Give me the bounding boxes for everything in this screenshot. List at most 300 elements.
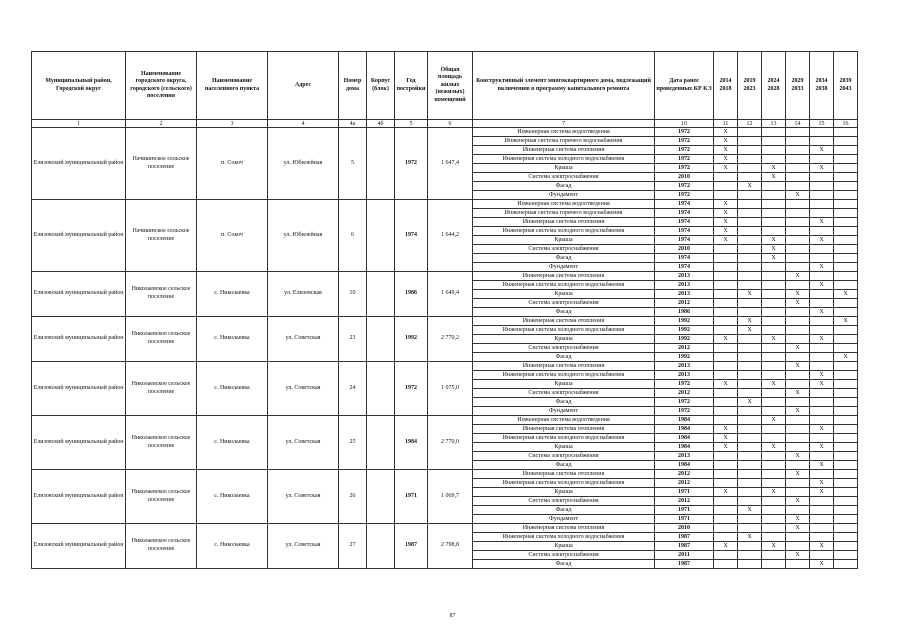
header-cell: 2014 2018 bbox=[714, 52, 738, 120]
address-cell: ул. Советская bbox=[268, 470, 339, 524]
year-built-cell: 1984 bbox=[395, 416, 428, 470]
period-mark-cell: X bbox=[714, 209, 738, 218]
repair-date-cell: 1984 bbox=[655, 461, 714, 470]
table-row bbox=[32, 200, 858, 209]
settlement-cell: Начикинское сельское поселение bbox=[126, 200, 197, 272]
period-mark-cell bbox=[786, 128, 810, 137]
period-mark-cell bbox=[834, 173, 858, 182]
locality-cell: с. Николаевка bbox=[197, 317, 268, 362]
repair-date-cell: 2012 bbox=[655, 389, 714, 398]
table-body bbox=[32, 128, 858, 569]
element-name-cell: Фасад bbox=[473, 353, 655, 362]
repair-date-cell: 2013 bbox=[655, 452, 714, 461]
element-name-cell: Фундамент bbox=[473, 191, 655, 200]
element-name-cell: Фундамент bbox=[473, 407, 655, 416]
locality-cell: с. Николаевка bbox=[197, 470, 268, 524]
period-mark-cell bbox=[810, 254, 834, 263]
period-mark-cell bbox=[714, 254, 738, 263]
period-mark-cell bbox=[714, 245, 738, 254]
element-name-cell: Крыша bbox=[473, 443, 655, 452]
repair-date-cell: 1992 bbox=[655, 335, 714, 344]
header-cell: Наименование населенного пункта bbox=[197, 52, 268, 120]
period-mark-cell bbox=[762, 209, 786, 218]
element-name-cell: Фасад bbox=[473, 182, 655, 191]
corpus-cell bbox=[367, 362, 395, 416]
period-mark-cell bbox=[714, 290, 738, 299]
period-mark-cell bbox=[738, 497, 762, 506]
year-built-cell: 1992 bbox=[395, 317, 428, 362]
period-mark-cell: X bbox=[762, 164, 786, 173]
header-cell: Общая площадь жилых (нежилых) помещений bbox=[428, 52, 473, 120]
element-name-cell: Инженерная система холодного водоснабжения bbox=[473, 155, 655, 164]
period-mark-cell bbox=[810, 497, 834, 506]
period-mark-cell bbox=[762, 299, 786, 308]
repair-date-cell: 2013 bbox=[655, 362, 714, 371]
column-number: 14 bbox=[786, 120, 810, 128]
period-mark-cell bbox=[738, 218, 762, 227]
period-mark-cell bbox=[834, 497, 858, 506]
period-mark-cell bbox=[810, 398, 834, 407]
period-mark-cell bbox=[714, 416, 738, 425]
header-cell: 2019 2023 bbox=[738, 52, 762, 120]
period-mark-cell bbox=[810, 326, 834, 335]
period-mark-cell bbox=[810, 272, 834, 281]
period-mark-cell bbox=[810, 416, 834, 425]
settlement-cell: Николаевское сельское поселение bbox=[126, 317, 197, 362]
period-mark-cell bbox=[810, 533, 834, 542]
area-cell: 1 649,4 bbox=[428, 272, 473, 317]
period-mark-cell bbox=[810, 344, 834, 353]
element-name-cell: Фасад bbox=[473, 254, 655, 263]
year-built-cell: 1972 bbox=[395, 362, 428, 416]
period-mark-cell bbox=[762, 308, 786, 317]
period-mark-cell bbox=[834, 218, 858, 227]
period-mark-cell bbox=[714, 461, 738, 470]
repair-date-cell: 1972 bbox=[655, 182, 714, 191]
corpus-cell bbox=[367, 470, 395, 524]
period-mark-cell: X bbox=[762, 542, 786, 551]
period-mark-cell: X bbox=[810, 146, 834, 155]
period-mark-cell bbox=[810, 515, 834, 524]
period-mark-cell bbox=[714, 299, 738, 308]
period-mark-cell bbox=[738, 128, 762, 137]
period-mark-cell: X bbox=[762, 173, 786, 182]
period-mark-cell bbox=[738, 524, 762, 533]
repair-date-cell: 1986 bbox=[655, 308, 714, 317]
column-number: 11 bbox=[714, 120, 738, 128]
period-mark-cell bbox=[714, 551, 738, 560]
element-name-cell: Крыша bbox=[473, 488, 655, 497]
period-mark-cell bbox=[738, 470, 762, 479]
address-cell: ул. Советская bbox=[268, 416, 339, 470]
period-mark-cell bbox=[714, 479, 738, 488]
period-mark-cell bbox=[786, 146, 810, 155]
element-name-cell: Инженерная система холодного водоснабжения bbox=[473, 479, 655, 488]
column-number: 7 bbox=[473, 120, 655, 128]
period-mark-cell bbox=[738, 407, 762, 416]
period-mark-cell bbox=[738, 236, 762, 245]
period-mark-cell bbox=[714, 191, 738, 200]
locality-cell: п. Сокоч bbox=[197, 200, 268, 272]
period-mark-cell bbox=[786, 281, 810, 290]
period-mark-cell bbox=[762, 497, 786, 506]
period-mark-cell bbox=[786, 137, 810, 146]
element-name-cell: Инженерная система отопления bbox=[473, 317, 655, 326]
year-built-cell: 1987 bbox=[395, 524, 428, 569]
period-mark-cell bbox=[834, 488, 858, 497]
period-mark-cell bbox=[786, 254, 810, 263]
period-mark-cell bbox=[786, 326, 810, 335]
repair-date-cell: 1992 bbox=[655, 317, 714, 326]
period-mark-cell bbox=[834, 362, 858, 371]
period-mark-cell: X bbox=[810, 380, 834, 389]
period-mark-cell bbox=[714, 272, 738, 281]
period-mark-cell: X bbox=[714, 434, 738, 443]
header-cell: Наименование городского округа, городского (сельского) поселения bbox=[126, 52, 197, 120]
header-cell: 2039 2043 bbox=[834, 52, 858, 120]
district-cell: Елизовский муниципальный район bbox=[32, 524, 126, 569]
period-mark-cell bbox=[738, 416, 762, 425]
settlement-cell: Николаевское сельское поселение bbox=[126, 416, 197, 470]
period-mark-cell bbox=[834, 380, 858, 389]
corpus-cell bbox=[367, 416, 395, 470]
period-mark-cell: X bbox=[738, 506, 762, 515]
period-mark-cell: X bbox=[714, 164, 738, 173]
repair-date-cell: 1984 bbox=[655, 434, 714, 443]
repair-date-cell: 1974 bbox=[655, 209, 714, 218]
area-cell: 1 075,0 bbox=[428, 362, 473, 416]
table-row bbox=[32, 362, 858, 371]
period-mark-cell bbox=[762, 263, 786, 272]
settlement-cell: Николаевское сельское поселение bbox=[126, 524, 197, 569]
period-mark-cell bbox=[714, 371, 738, 380]
period-mark-cell: X bbox=[786, 497, 810, 506]
period-mark-cell bbox=[810, 245, 834, 254]
period-mark-cell: X bbox=[738, 398, 762, 407]
period-mark-cell bbox=[834, 452, 858, 461]
period-mark-cell bbox=[810, 506, 834, 515]
repair-date-cell: 1971 bbox=[655, 488, 714, 497]
period-mark-cell bbox=[810, 227, 834, 236]
period-mark-cell: X bbox=[786, 515, 810, 524]
period-mark-cell bbox=[714, 182, 738, 191]
period-mark-cell bbox=[714, 326, 738, 335]
period-mark-cell bbox=[762, 362, 786, 371]
period-mark-cell bbox=[762, 506, 786, 515]
element-name-cell: Инженерная система отопления bbox=[473, 470, 655, 479]
period-mark-cell bbox=[738, 254, 762, 263]
repair-date-cell: 1972 bbox=[655, 146, 714, 155]
element-name-cell: Фасад bbox=[473, 506, 655, 515]
corpus-cell bbox=[367, 272, 395, 317]
period-mark-cell bbox=[834, 560, 858, 569]
period-mark-cell bbox=[738, 335, 762, 344]
period-mark-cell bbox=[810, 389, 834, 398]
year-built-cell: 1974 bbox=[395, 200, 428, 272]
period-mark-cell bbox=[714, 353, 738, 362]
element-name-cell: Инженерная система холодного водоснабжения bbox=[473, 371, 655, 380]
period-mark-cell bbox=[834, 542, 858, 551]
column-number: 1 bbox=[32, 120, 126, 128]
period-mark-cell bbox=[786, 380, 810, 389]
corpus-cell bbox=[367, 128, 395, 200]
period-mark-cell bbox=[714, 308, 738, 317]
period-mark-cell bbox=[786, 371, 810, 380]
column-number: 4 bbox=[268, 120, 339, 128]
period-mark-cell bbox=[762, 344, 786, 353]
period-mark-cell bbox=[714, 452, 738, 461]
period-mark-cell bbox=[786, 443, 810, 452]
repair-date-cell: 2012 bbox=[655, 479, 714, 488]
period-mark-cell bbox=[786, 218, 810, 227]
period-mark-cell bbox=[738, 353, 762, 362]
period-mark-cell bbox=[762, 470, 786, 479]
period-mark-cell bbox=[738, 542, 762, 551]
element-name-cell: Инженерная система холодного водоснабжения bbox=[473, 281, 655, 290]
repair-date-cell: 2010 bbox=[655, 524, 714, 533]
period-mark-cell bbox=[714, 533, 738, 542]
repair-date-cell: 1992 bbox=[655, 326, 714, 335]
period-mark-cell bbox=[810, 209, 834, 218]
period-mark-cell: X bbox=[786, 344, 810, 353]
period-mark-cell bbox=[810, 524, 834, 533]
period-mark-cell bbox=[786, 398, 810, 407]
period-mark-cell: X bbox=[786, 272, 810, 281]
period-mark-cell bbox=[738, 263, 762, 272]
period-mark-cell bbox=[786, 434, 810, 443]
area-cell: 1 647,4 bbox=[428, 128, 473, 200]
period-mark-cell: X bbox=[762, 254, 786, 263]
period-mark-cell bbox=[834, 254, 858, 263]
repair-date-cell: 1984 bbox=[655, 425, 714, 434]
repair-date-cell: 1987 bbox=[655, 542, 714, 551]
element-name-cell: Система электроснабжения bbox=[473, 497, 655, 506]
period-mark-cell bbox=[738, 245, 762, 254]
column-number: 2 bbox=[126, 120, 197, 128]
repair-date-cell: 2013 bbox=[655, 371, 714, 380]
period-mark-cell: X bbox=[714, 128, 738, 137]
period-mark-cell bbox=[810, 407, 834, 416]
period-mark-cell bbox=[714, 524, 738, 533]
period-mark-cell: X bbox=[786, 551, 810, 560]
period-mark-cell bbox=[834, 209, 858, 218]
period-mark-cell bbox=[762, 515, 786, 524]
element-name-cell: Крыша bbox=[473, 380, 655, 389]
element-name-cell: Система электроснабжения bbox=[473, 173, 655, 182]
table-row bbox=[32, 416, 858, 425]
element-name-cell: Инженерная система отопления bbox=[473, 218, 655, 227]
period-mark-cell: X bbox=[738, 317, 762, 326]
period-mark-cell bbox=[786, 479, 810, 488]
house-number-cell: 27 bbox=[339, 524, 367, 569]
district-cell: Елизовский муниципальный район bbox=[32, 128, 126, 200]
period-mark-cell: X bbox=[810, 488, 834, 497]
period-mark-cell bbox=[810, 155, 834, 164]
period-mark-cell: X bbox=[810, 425, 834, 434]
period-mark-cell bbox=[738, 425, 762, 434]
period-mark-cell bbox=[738, 299, 762, 308]
period-mark-cell bbox=[834, 479, 858, 488]
period-mark-cell bbox=[762, 218, 786, 227]
address-cell: ул. Юбилейная bbox=[268, 200, 339, 272]
period-mark-cell bbox=[786, 335, 810, 344]
period-mark-cell: X bbox=[810, 263, 834, 272]
repair-date-cell: 2012 bbox=[655, 344, 714, 353]
period-mark-cell bbox=[762, 290, 786, 299]
period-mark-cell: X bbox=[786, 191, 810, 200]
repair-date-cell: 1974 bbox=[655, 254, 714, 263]
period-mark-cell bbox=[714, 344, 738, 353]
period-mark-cell: X bbox=[714, 200, 738, 209]
period-mark-cell: X bbox=[714, 488, 738, 497]
column-number: 12 bbox=[738, 120, 762, 128]
period-mark-cell bbox=[762, 398, 786, 407]
period-mark-cell bbox=[738, 515, 762, 524]
table-row bbox=[32, 524, 858, 533]
repair-date-cell: 2013 bbox=[655, 290, 714, 299]
element-name-cell: Фундамент bbox=[473, 263, 655, 272]
period-mark-cell bbox=[834, 416, 858, 425]
house-number-cell: 26 bbox=[339, 470, 367, 524]
settlement-cell: Начикинское сельское поселение bbox=[126, 128, 197, 200]
period-mark-cell bbox=[714, 497, 738, 506]
period-mark-cell: X bbox=[810, 236, 834, 245]
repair-date-cell: 1974 bbox=[655, 236, 714, 245]
period-mark-cell bbox=[762, 155, 786, 164]
repair-date-cell: 2013 bbox=[655, 281, 714, 290]
period-mark-cell bbox=[714, 389, 738, 398]
period-mark-cell: X bbox=[834, 317, 858, 326]
period-mark-cell bbox=[834, 200, 858, 209]
period-mark-cell bbox=[834, 533, 858, 542]
period-mark-cell bbox=[834, 227, 858, 236]
period-mark-cell bbox=[786, 227, 810, 236]
period-mark-cell: X bbox=[714, 227, 738, 236]
period-mark-cell bbox=[762, 425, 786, 434]
repair-date-cell: 1972 bbox=[655, 128, 714, 137]
period-mark-cell bbox=[714, 515, 738, 524]
period-mark-cell bbox=[834, 389, 858, 398]
period-mark-cell: X bbox=[810, 542, 834, 551]
element-name-cell: Система электроснабжения bbox=[473, 452, 655, 461]
repair-date-cell: 1971 bbox=[655, 515, 714, 524]
corpus-cell bbox=[367, 524, 395, 569]
period-mark-cell: X bbox=[810, 479, 834, 488]
period-mark-cell: X bbox=[786, 362, 810, 371]
period-mark-cell bbox=[738, 164, 762, 173]
element-name-cell: Фасад bbox=[473, 560, 655, 569]
year-built-cell: 1971 bbox=[395, 470, 428, 524]
period-mark-cell bbox=[738, 371, 762, 380]
period-mark-cell bbox=[714, 506, 738, 515]
house-number-cell: 10 bbox=[339, 272, 367, 317]
period-mark-cell bbox=[786, 317, 810, 326]
period-mark-cell bbox=[714, 263, 738, 272]
header-cell: 2024 2028 bbox=[762, 52, 786, 120]
element-name-cell: Система электроснабжения bbox=[473, 245, 655, 254]
column-number-row bbox=[32, 120, 858, 128]
period-mark-cell: X bbox=[714, 155, 738, 164]
period-mark-cell bbox=[738, 551, 762, 560]
period-mark-cell bbox=[762, 146, 786, 155]
period-mark-cell bbox=[834, 272, 858, 281]
period-mark-cell bbox=[834, 326, 858, 335]
table-row bbox=[32, 128, 858, 137]
period-mark-cell bbox=[834, 398, 858, 407]
element-name-cell: Инженерная система горячего водоснабжения bbox=[473, 137, 655, 146]
column-number: 16 bbox=[834, 120, 858, 128]
period-mark-cell: X bbox=[762, 380, 786, 389]
period-mark-cell bbox=[834, 434, 858, 443]
period-mark-cell bbox=[834, 245, 858, 254]
period-mark-cell bbox=[810, 353, 834, 362]
period-mark-cell bbox=[738, 389, 762, 398]
repair-date-cell: 1987 bbox=[655, 560, 714, 569]
period-mark-cell bbox=[738, 308, 762, 317]
area-cell: 1 644,2 bbox=[428, 200, 473, 272]
year-built-cell: 1972 bbox=[395, 128, 428, 200]
period-mark-cell: X bbox=[810, 560, 834, 569]
element-name-cell: Инженерная система холодного водоснабжения bbox=[473, 434, 655, 443]
period-mark-cell bbox=[786, 182, 810, 191]
column-number: 3 bbox=[197, 120, 268, 128]
header-row bbox=[32, 52, 858, 120]
repair-date-cell: 1972 bbox=[655, 191, 714, 200]
period-mark-cell bbox=[834, 299, 858, 308]
period-mark-cell: X bbox=[714, 335, 738, 344]
period-mark-cell bbox=[786, 353, 810, 362]
district-cell: Елизовский муниципальный район bbox=[32, 272, 126, 317]
period-mark-cell: X bbox=[810, 335, 834, 344]
period-mark-cell bbox=[786, 263, 810, 272]
period-mark-cell: X bbox=[714, 236, 738, 245]
period-mark-cell bbox=[810, 452, 834, 461]
period-mark-cell bbox=[834, 551, 858, 560]
period-mark-cell bbox=[834, 335, 858, 344]
repair-date-cell: 1974 bbox=[655, 227, 714, 236]
period-mark-cell bbox=[762, 407, 786, 416]
period-mark-cell: X bbox=[714, 443, 738, 452]
period-mark-cell bbox=[738, 191, 762, 200]
period-mark-cell: X bbox=[810, 443, 834, 452]
house-number-cell: 5 bbox=[339, 128, 367, 200]
column-number: 5 bbox=[395, 120, 428, 128]
repair-date-cell: 2012 bbox=[655, 497, 714, 506]
period-mark-cell bbox=[810, 128, 834, 137]
period-mark-cell bbox=[786, 245, 810, 254]
period-mark-cell bbox=[762, 533, 786, 542]
period-mark-cell bbox=[810, 290, 834, 299]
period-mark-cell: X bbox=[714, 146, 738, 155]
period-mark-cell bbox=[738, 434, 762, 443]
period-mark-cell bbox=[738, 362, 762, 371]
element-name-cell: Инженерная система горячего водоснабжения bbox=[473, 209, 655, 218]
repair-program-table bbox=[31, 51, 858, 569]
period-mark-cell: X bbox=[762, 236, 786, 245]
period-mark-cell bbox=[786, 164, 810, 173]
period-mark-cell bbox=[714, 173, 738, 182]
repair-date-cell: 1972 bbox=[655, 380, 714, 389]
period-mark-cell bbox=[714, 317, 738, 326]
element-name-cell: Инженерная система отопления bbox=[473, 362, 655, 371]
period-mark-cell: X bbox=[834, 353, 858, 362]
period-mark-cell: X bbox=[762, 416, 786, 425]
period-mark-cell: X bbox=[738, 326, 762, 335]
period-mark-cell: X bbox=[786, 389, 810, 398]
element-name-cell: Инженерная система холодного водоснабжения bbox=[473, 227, 655, 236]
settlement-cell: Николаевское сельское поселение bbox=[126, 272, 197, 317]
repair-date-cell: 1971 bbox=[655, 506, 714, 515]
